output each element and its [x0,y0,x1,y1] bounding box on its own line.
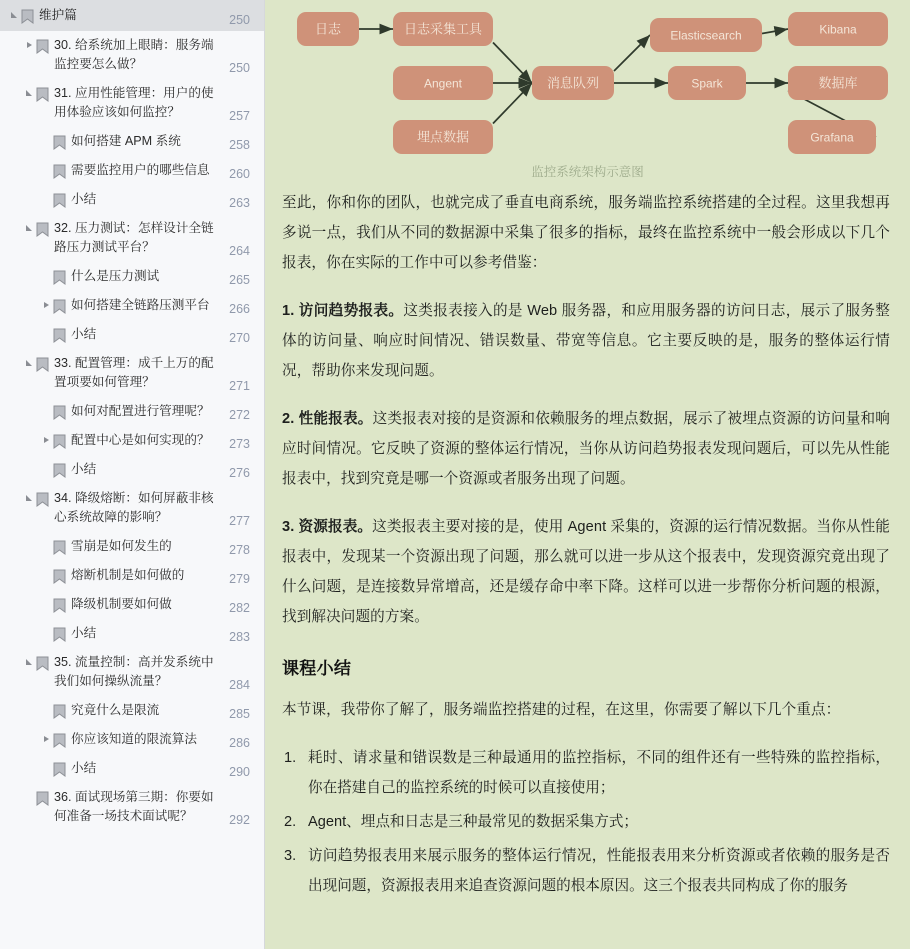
toc-page-number: 260 [229,167,250,181]
diagram-node-point [393,120,493,154]
toc-item-label: 如何对配置进行管理呢？ [71,404,210,418]
toc-item-label: 30. 给系统加上眼睛：服务端监控要怎么做？ [54,38,214,71]
toc-item-label: 维护篇 [39,8,77,22]
toc-item-label: 你应该知道的限流算法 [71,732,197,746]
bookmark-icon [53,704,66,719]
chevron-none-icon [42,539,53,555]
summary-intro: 本节课，我带你了解了，服务端监控搭建的过程，在这里，你需要了解以下几个重点： [282,702,841,718]
toc-item[interactable] [0,783,264,831]
toc-page-number: 284 [229,678,250,692]
bookmark-icon [53,569,66,584]
diagram-node-label: 日志 [314,21,342,37]
toc-item[interactable] [0,426,264,455]
toc-section-header[interactable] [0,0,264,31]
bookmark-icon [53,540,66,555]
toc-item[interactable] [0,696,264,725]
toc-page-number: 278 [229,543,250,557]
toc-page-number: 273 [229,437,250,451]
bookmark-icon [36,357,49,372]
toc-item[interactable] [0,484,264,532]
bookmark-icon [36,87,49,102]
toc-item[interactable] [0,754,264,783]
toc-page-number: 266 [229,302,250,316]
chevron-expanded-icon[interactable] [25,655,36,671]
bookmark-icon [36,791,49,806]
toc-item[interactable] [0,455,264,484]
toc-item[interactable] [0,397,264,426]
diagram-node-label: Angent [423,76,463,91]
toc-item[interactable] [0,725,264,754]
diagram-node-label: Spark [691,76,723,91]
toc-page-number: 250 [229,61,250,75]
toc-item-label: 熔断机制是如何做的 [71,568,185,582]
toc-page-number: 279 [229,572,250,586]
toc-item[interactable] [0,291,264,320]
bookmark-icon [53,328,66,343]
chevron-none-icon [42,327,53,343]
report-body-2: 这类报表对接的是资源和依赖服务的埋点数据，展示了被埋点资源的访问量和响应时间情况。它反映了资源的整体运行情况，当你从访问趋势报表发现问题后，可以先从性能报表中，找到究竟是哪一个资源或者服务出现了问题。 [282,411,890,487]
diagram-node-db [788,66,888,100]
toc-item-label: 什么是压力测试 [71,269,160,283]
bookmark-icon [36,39,49,54]
chevron-none-icon [42,269,53,285]
bookmark-icon [53,193,66,208]
chevron-collapsed-icon[interactable] [25,38,36,54]
chevron-expanded-icon[interactable] [25,356,36,372]
toc-item-label: 小结 [71,462,97,476]
toc-item-label: 降级机制要如何做 [71,597,172,611]
report-paragraph-1 [282,296,890,386]
diagram-node-label: 埋点数据 [416,129,470,145]
toc-item[interactable] [0,31,264,79]
toc-page-number: 290 [229,765,250,779]
bookmark-icon [53,762,66,777]
report-paragraph-3 [282,512,890,632]
diagram-node-collect [393,12,493,46]
diagram-node-agent [393,66,493,100]
bookmark-icon [53,299,66,314]
report-title-3: 3. 资源报表。 [282,519,373,535]
toc-item-label: 34. 降级熔断：如何屏蔽非核心系统故障的影响？ [54,491,214,524]
bookmark-icon [21,9,34,24]
diagram-edge-point-to-mq [493,83,532,124]
toc-item[interactable] [0,127,264,156]
toc-item-label: 如何搭建 APM 系统 [71,134,181,148]
chevron-none-icon [42,568,53,584]
toc-page-number: 285 [229,707,250,721]
toc-item[interactable] [0,590,264,619]
diagram-node-grafana [788,120,876,154]
toc-page-number: 283 [229,630,250,644]
toc-page-number: 282 [229,601,250,615]
bookmark-icon [53,598,66,613]
chevron-none-icon [42,192,53,208]
toc-item-label: 小结 [71,626,97,640]
chevron-none-icon [42,703,53,719]
bookmark-icon [53,434,66,449]
report-body-3: 这类报表主要对接的是，使用 Agent 采集的，资源的运行情况数据。当你从性能报表中，发现某一个资源出现了问题，那么就可以进一步从这个报表中，发现资源究竟出现了什么问题，是连接数异常增高，还是缓存命中率下降。这样可以进一步帮你分析问题的根源，找到解决问题的方案。 [282,519,890,625]
toc-item[interactable] [0,262,264,291]
diagram-node-label: 日志采集工具 [403,21,483,37]
toc-item[interactable] [0,349,264,397]
chevron-none-icon [42,462,53,478]
diagram-node-es [650,18,762,52]
toc-item-label: 需要监控用户的哪些信息 [71,163,210,177]
toc-item-label: 小结 [71,761,97,775]
article-body [265,188,910,901]
diagram-node-log [297,12,359,46]
toc-page-number: 277 [229,514,250,528]
summary-heading: 课程小结 [282,659,352,678]
chevron-expanded-icon[interactable] [25,491,36,507]
toc-item[interactable] [0,532,264,561]
summary-point: 访问趋势报表用来展示服务的整体运行情况，性能报表用来分析资源或者依赖的服务是否出现问题，资源报表用来追查资源问题的根本原因。这三个报表共同构成了你的服务 [308,848,890,894]
toc-item-label: 小结 [71,192,97,206]
toc-item-label: 32. 压力测试：怎样设计全链路压力测试平台？ [54,221,214,254]
toc-item-label: 究竟什么是限流 [71,703,160,717]
diagram-node-label: 数据库 [818,75,858,91]
bookmark-icon [53,164,66,179]
bookmark-icon [53,463,66,478]
reader-content-pane [265,0,910,949]
toc-page-number: 263 [229,196,250,210]
bookmark-icon [36,656,49,671]
toc-page-number: 258 [229,138,250,152]
chevron-none-icon [42,404,53,420]
diagram-caption: 监控系统架构示意图 [531,165,644,179]
toc-item-label: 小结 [71,327,97,341]
toc-page-number: 264 [229,244,250,258]
toc-item-label: 35. 流量控制：高并发系统中我们如何操纵流量？ [54,655,214,688]
toc-item[interactable] [0,648,264,696]
diagram-node-kibana [788,12,888,46]
chevron-collapsed-icon[interactable] [42,433,53,449]
toc-item-label: 33. 配置管理：成千上万的配置项要如何管理？ [54,356,214,389]
chevron-expanded-icon[interactable] [10,8,21,24]
toc-item-list [0,31,264,831]
bookmark-icon [53,270,66,285]
chevron-collapsed-icon[interactable] [42,298,53,314]
chevron-none-icon [42,163,53,179]
chevron-none-icon [42,597,53,613]
bookmark-icon [53,733,66,748]
chevron-expanded-icon[interactable] [25,221,36,237]
chevron-none-icon [42,626,53,642]
architecture-diagram-svg [265,0,910,188]
toc-page-number: 270 [229,331,250,345]
diagram-node-label: Elasticsearch [670,28,742,43]
architecture-diagram [265,0,910,188]
toc-page-number: 271 [229,379,250,393]
toc-item-label: 36. 面试现场第三期：你要如何准备一场技术面试呢？ [54,790,214,823]
summary-point: 耗时、请求量和错误数是三种最通用的监控指标，不同的组件还有一些特殊的监控指标，你在搭建自己的监控系统的时候可以直接使用； [308,750,890,796]
toc-page-number: 272 [229,408,250,422]
toc-item[interactable] [0,79,264,127]
toc-item-label: 如何搭建全链路压测平台 [71,298,210,312]
toc-item[interactable] [0,619,264,648]
toc-item[interactable] [0,214,264,262]
bookmark-icon [36,492,49,507]
toc-page-number: 250 [229,13,250,27]
table-of-contents-sidebar[interactable] [0,0,265,949]
diagram-node-spark [668,66,746,100]
diagram-edge-mq-to-es [614,35,650,71]
diagram-node-mq [532,66,614,100]
toc-page-number: 286 [229,736,250,750]
toc-item[interactable] [0,156,264,185]
bookmark-icon [53,405,66,420]
toc-page-number: 265 [229,273,250,287]
toc-item[interactable] [0,320,264,349]
chevron-expanded-icon[interactable] [25,86,36,102]
toc-item-label: 31. 应用性能管理：用户的使用体验应该如何监控？ [54,86,214,119]
toc-page-number: 257 [229,109,250,123]
diagram-edge-es-to-kibana [762,29,788,34]
chevron-none-icon [42,761,53,777]
chevron-none-icon [25,790,36,806]
toc-item-label: 配置中心是如何实现的？ [71,433,210,447]
diagram-node-label: Kibana [819,22,857,37]
toc-page-number: 292 [229,813,250,827]
toc-item[interactable] [0,185,264,214]
toc-item[interactable] [0,561,264,590]
bookmark-icon [53,135,66,150]
diagram-edge-collect-to-mq [493,43,532,84]
toc-page-number: 276 [229,466,250,480]
diagram-node-label: Grafana [810,130,854,145]
bookmark-icon [53,627,66,642]
chevron-none-icon [42,134,53,150]
toc-item-label: 雪崩是如何发生的 [71,539,172,553]
summary-point: Agent、埋点和日志是三种最常见的数据采集方式； [308,814,639,830]
intro-paragraph: 至此，你和你的团队，也就完成了垂直电商系统，服务端监控系统搭建的全过程。这里我想再多说一点，我们从不同的数据源中采集了很多的指标，最终在监控系统中一般会形成以下几个报表，你在实际的工作中可以参考借鉴： [282,195,890,271]
report-title-2: 2. 性能报表。 [282,411,373,427]
bookmark-icon [36,222,49,237]
report-body-1: 这类报表接入的是 Web 服务器，和应用服务器的访问日志，展示了服务整体的访问量、响应时间情况、错误数量、带宽等信息。它主要反映的是，服务的整体运行情况，帮助你来发现问题。 [282,303,890,379]
chevron-collapsed-icon[interactable] [42,732,53,748]
report-title-1: 1. 访问趋势报表。 [282,303,404,319]
report-paragraph-2 [282,404,890,494]
summary-point-list [282,743,890,901]
diagram-node-label: 消息队列 [546,75,600,91]
